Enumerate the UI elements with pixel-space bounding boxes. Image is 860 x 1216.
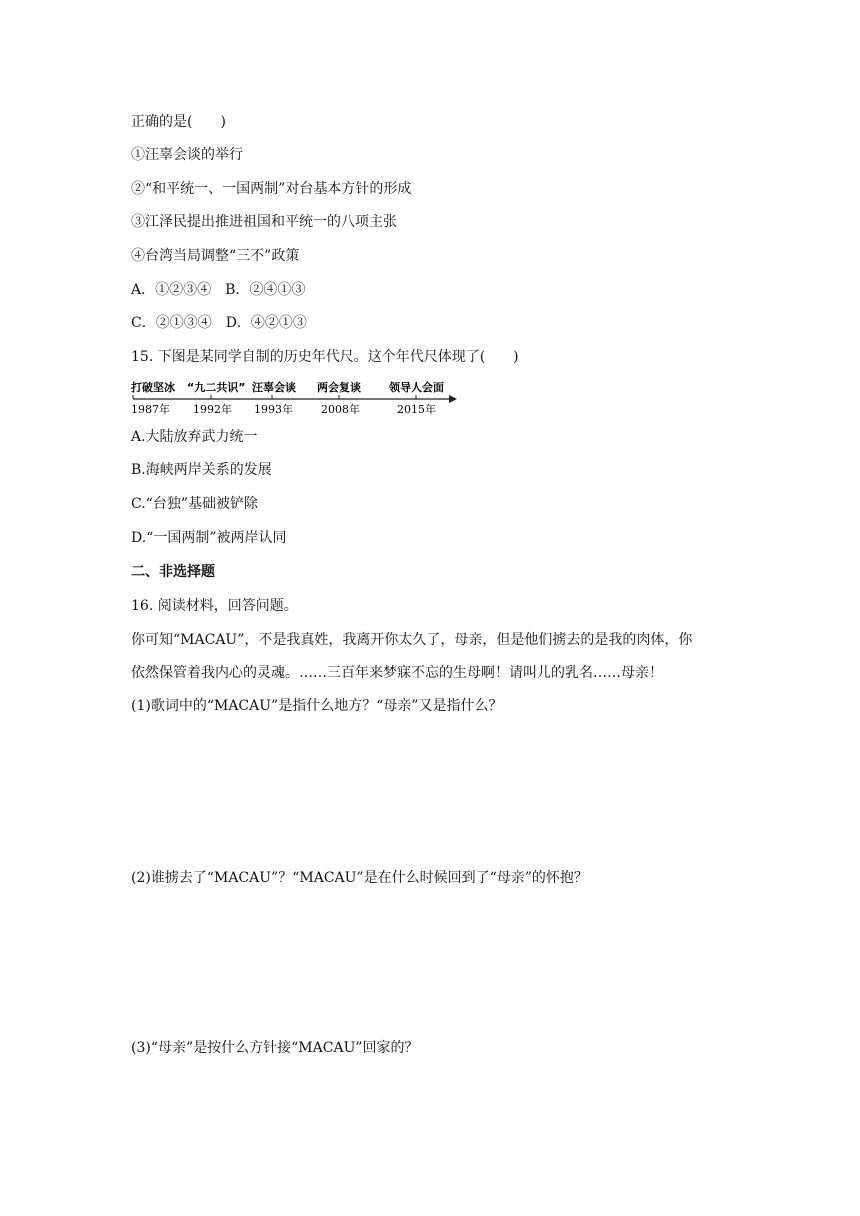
q14-options-cd: C．②①③④ D．④②①③ <box>131 315 307 331</box>
q15-option-a: A.大陆放弃武力统一 <box>131 429 258 445</box>
timeline-year-4: 2008年 <box>321 403 360 416</box>
timeline-year-3: 1993年 <box>254 403 293 416</box>
timeline-event-2: “九二共识” <box>187 381 246 394</box>
q16-sub-question-3: (3)“母亲”是按什么方针接“MACAU”回家的？ <box>131 1040 419 1056</box>
timeline-event-5: 领导人会面 <box>389 381 444 394</box>
timeline-year-2: 1992年 <box>193 403 232 416</box>
q16-material-line-1: 你可知“MACAU”，不是我真姓，我离开你太久了，母亲，但是他们掳去的是我的肉体，你 <box>131 632 693 648</box>
q16-stem: 16. 阅读材料，回答问题。 <box>131 598 298 614</box>
q14-item-3: ③江泽民提出推进祖国和平统一的八项主张 <box>131 214 397 230</box>
timeline-event-3: 汪辜会谈 <box>252 381 296 394</box>
q15-option-b: B.海峡两岸关系的发展 <box>131 462 272 478</box>
q14-item-2: ②“和平统一、一国两制”对台基本方针的形成 <box>131 181 412 197</box>
timeline-event-1: 打破坚冰 <box>131 381 175 394</box>
q15-option-d: D.“一国两制”被两岸认同 <box>131 530 287 546</box>
q14-stem-tail: 正确的是( ) <box>131 114 226 130</box>
q14-item-4: ④台湾当局调整“三不”政策 <box>131 248 300 264</box>
section-heading: 二、非选择题 <box>131 564 215 580</box>
q16-material-line-2: 依然保管着我内心的灵魂。……三百年来梦寐不忘的生母啊！请叫儿的乳名……母亲！ <box>131 665 663 681</box>
q15-option-c: C.“台独”基础被铲除 <box>131 496 258 512</box>
q16-sub-question-1: (1)歌词中的“MACAU”是指什么地方？“母亲”又是指什么？ <box>131 698 503 714</box>
timeline-event-4: 两会复谈 <box>317 381 361 394</box>
timeline-arrow <box>449 395 457 403</box>
timeline-svg <box>131 379 461 419</box>
q15-stem: 15. 下图是某同学自制的历史年代尺。这个年代尺体现了( ) <box>131 349 519 365</box>
history-timeline <box>131 379 461 419</box>
timeline-year-5: 2015年 <box>397 403 436 416</box>
q14-options-ab: A．①②③④ B．②④①③ <box>131 282 306 298</box>
timeline-year-1: 1987年 <box>131 403 170 416</box>
q14-item-1: ①汪辜会谈的举行 <box>131 147 243 163</box>
q16-sub-question-2: (2)谁掳去了“MACAU”？“MACAU”是在什么时候回到了“母亲”的怀抱？ <box>131 870 588 886</box>
